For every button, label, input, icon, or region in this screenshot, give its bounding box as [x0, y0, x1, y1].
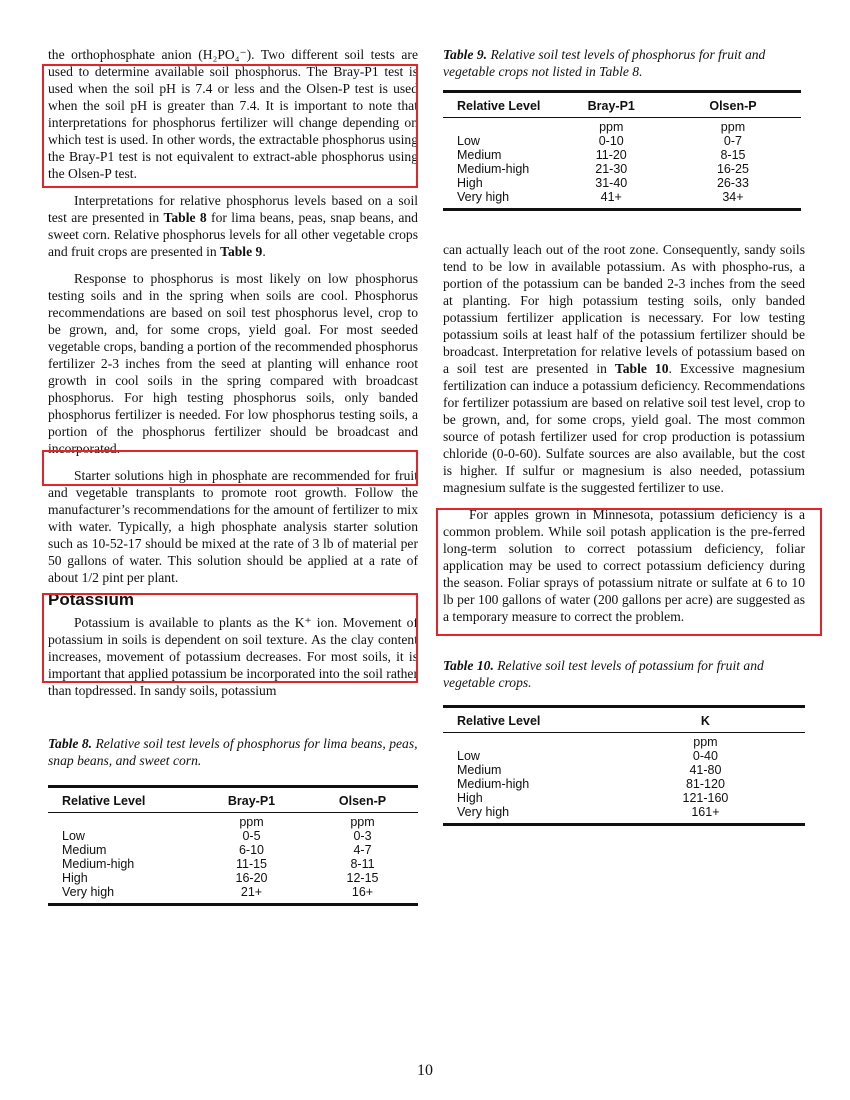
units-row: [443, 118, 801, 135]
table-row: [443, 162, 801, 176]
unit-cell: ppm: [693, 735, 718, 749]
value-cell: 8-15: [720, 148, 746, 162]
value-cell: 41+: [600, 190, 622, 204]
value-cell: 0-3: [353, 829, 372, 843]
level-cell: Very high: [457, 805, 510, 819]
table-9: [443, 90, 801, 211]
right-column: [443, 46, 805, 826]
page-number: 10: [417, 1062, 433, 1079]
table-row: [443, 148, 801, 162]
table-row: [443, 176, 801, 190]
value-cell: 16+: [351, 885, 374, 899]
paragraph-starter-solutions: Starter solutions high in phosphate are recommended for fruit and vegetable transplants to promote root growth. Follow the manufacturer’s recommendations for the amount of fertilizer to mix with water. Typically, a high phosphate analysis starter solution such as 10-52-17 should be mixed at the rate of 3 lb of material per 50 gallons of water. This solution should be applied at a rate of about 1/2 pint per plant.: [48, 468, 418, 585]
level-cell: High: [457, 176, 483, 190]
left-column: [48, 46, 418, 906]
value-cell: 161+: [691, 805, 720, 819]
value-cell: 21-30: [595, 162, 628, 176]
unit-cell: ppm: [599, 120, 624, 134]
column-header: Bray-P1: [558, 95, 665, 118]
table-header-row: [48, 790, 418, 813]
value-cell: 4-7: [353, 843, 372, 857]
column-header: Relative Level: [443, 710, 606, 733]
table-row: [443, 134, 801, 148]
value-cell: 12-15: [346, 871, 379, 885]
column-header: Relative Level: [48, 790, 196, 813]
table-row: [48, 885, 418, 899]
level-cell: High: [457, 791, 483, 805]
level-cell: Low: [457, 749, 480, 763]
value-cell: 11-15: [235, 857, 268, 871]
level-cell: Very high: [457, 190, 510, 204]
unit-cell: [443, 118, 558, 135]
value-cell: 11-20: [595, 148, 627, 162]
table-10: [443, 705, 805, 826]
value-cell: 121-160: [682, 791, 729, 805]
value-cell: 6-10: [238, 843, 265, 857]
unit-cell: ppm: [350, 815, 375, 829]
level-cell: Low: [457, 134, 480, 148]
level-cell: Medium-high: [457, 162, 530, 176]
level-cell: Medium: [62, 843, 107, 857]
paragraph-interpretations: Interpretations for relative phosphorus levels based on a soil test are presented in Table 8 for lima beans, peas, snap beans, and sweet corn. Relative phosphorus levels for all other vegetable crops and fruit crops are presented in Table 9.: [48, 193, 418, 259]
value-cell: 26-33: [716, 176, 749, 190]
unit-cell: [48, 813, 196, 830]
value-cell: 0-5: [242, 829, 261, 843]
paragraph-phosphorus-response: Response to phosphorus is most likely on low phosphorus testing soils and in the spring when soils are cool. Phosphorus recommendations are based on soil test phosphorus level, crop to be grown, and, for some crops, yield goal. For most seeded vegetable crops, banding a portion of the recommended phosphorus fertilizer 2-3 inches from the seed at planting will enhance root growth in cool soils in the spring compared with broadcast phosphorus. For high testing phosphorus soils, only banded phosphorus fertilizer is needed. For low phosphorus testing soils, a portion of the phosphorus fertilizer should be broadcast and incorporated.: [48, 271, 418, 456]
section-heading-potassium: Potassium: [48, 590, 134, 609]
paragraph-soil-tests: the orthophosphate anion (H₂PO₄⁻). Two different soil tests are used to determine available soil phosphorus. The Bray-P1 test is used when the soil pH is 7.4 or less and the Olsen-P test is used when the soil pH is greater than 7.4. It is important to note that interpretations for phosphorus fertilizer will change depending on which test is used. In other words, the extractable phosphorus using the Bray-P1 test is not equivalent to extract-able phosphorus using the Olsen-P test.: [48, 47, 418, 181]
level-cell: Medium-high: [457, 777, 530, 791]
table-9-caption: Table 9. Relative soil test levels of phosphorus for fruit and vegetable crops not listed in Table 8.: [443, 47, 766, 79]
units-row: [48, 813, 418, 830]
value-cell: 8-11: [350, 857, 375, 871]
value-cell: 31-40: [595, 176, 628, 190]
unit-cell: ppm: [239, 815, 264, 829]
level-cell: Low: [62, 829, 85, 843]
table-row: [48, 871, 418, 885]
paragraph-potassium-leaching: can actually leach out of the root zone. Consequently, sandy soils tend to be low in available potassium. As with phospho-rus, a portion of the potassium can be banded 2-3 inches from the seed at planting. For high potassium testing soils, only banded potassium fertilizer application is necessary. For low testing potassium soils at least half of the potassium fertilizer should be broadcast. Interpretation for relative levels of potassium based on a soil test are presented in Table 10. Excessive magnesium fertilization can induce a potassium deficiency. Recommendations for fertilizer potassium are based on relative soil test level, crop to be grown, and, for some crops, yield goal. The most common source of potash fertilizer used for crop production is potassium chloride (0-0-60). Sulfate sources are also available, but the cost is higher. If sulfur or magnesium is also needed, potassium magnesium sulfate is the suggested fertilizer to use.: [443, 242, 805, 495]
table-header-row: [443, 710, 805, 733]
paragraph-apples: For apples grown in Minnesota, potassium deficiency is a common problem. While soil potash application is the pre-ferred long-term solution to correct potassium deficiency, foliar application may be used to correct potassium deficiency during the season. Foliar sprays of potassium nitrate or sulfate at 6 to 10 lb per 100 gallons of water (200 gallons per acre) are suggested as a temporary measure to correct the problem.: [443, 507, 805, 624]
table-row: [48, 843, 418, 857]
level-cell: Medium: [457, 148, 502, 162]
unit-cell: ppm: [720, 120, 746, 134]
table-row: [443, 749, 805, 763]
paragraph-potassium-movement: Potassium is available to plants as the K⁺ ion. Movement of potassium in soils is dependent on soil texture. As the clay content increases, movement of potassium decreases. For most soils, it is important that applied potassium be incorporated into the soil rather than topdressed. In sandy soils, potassium: [48, 615, 418, 698]
column-header: Relative Level: [443, 95, 558, 118]
table-row: [443, 791, 805, 805]
table-10-block: [443, 657, 805, 826]
column-header: Olsen-P: [665, 95, 801, 118]
value-cell: 16-20: [235, 871, 268, 885]
ref-table-8: Table 8: [163, 210, 207, 225]
value-cell: 21+: [240, 885, 263, 899]
level-cell: High: [62, 871, 88, 885]
table-row: [443, 805, 805, 819]
ref-table-10: Table 10: [614, 361, 669, 376]
table-row: [48, 829, 418, 843]
column-header: K: [606, 710, 805, 733]
level-cell: Medium-high: [62, 857, 135, 871]
value-cell: 34+: [722, 190, 744, 204]
ref-table-9: Table 9: [220, 244, 263, 259]
value-cell: 81-120: [685, 777, 725, 791]
table-row: [443, 190, 801, 204]
units-row: [443, 733, 805, 750]
value-cell: 0-7: [723, 134, 742, 148]
table-8: [48, 785, 418, 906]
column-header: Bray-P1: [196, 790, 307, 813]
level-cell: Medium: [457, 763, 502, 777]
value-cell: 41-80: [689, 763, 722, 777]
table-10-caption: Table 10. Relative soil test levels of potassium for fruit and vegetable crops.: [443, 658, 764, 690]
level-cell: Very high: [62, 885, 115, 899]
value-cell: 16-25: [716, 162, 749, 176]
value-cell: 0-40: [692, 749, 718, 763]
column-header: Olsen-P: [307, 790, 418, 813]
table-8-block: [48, 735, 418, 906]
table-row: [443, 777, 805, 791]
table-row: [443, 763, 805, 777]
table-9-block: [443, 46, 805, 211]
table-header-row: [443, 95, 801, 118]
unit-cell: [443, 733, 606, 750]
table-row: [48, 857, 418, 871]
value-cell: 0-10: [598, 134, 624, 148]
table-8-caption: Table 8. Relative soil test levels of phosphorus for lima beans, peas, snap beans, and sweet corn.: [48, 736, 418, 768]
